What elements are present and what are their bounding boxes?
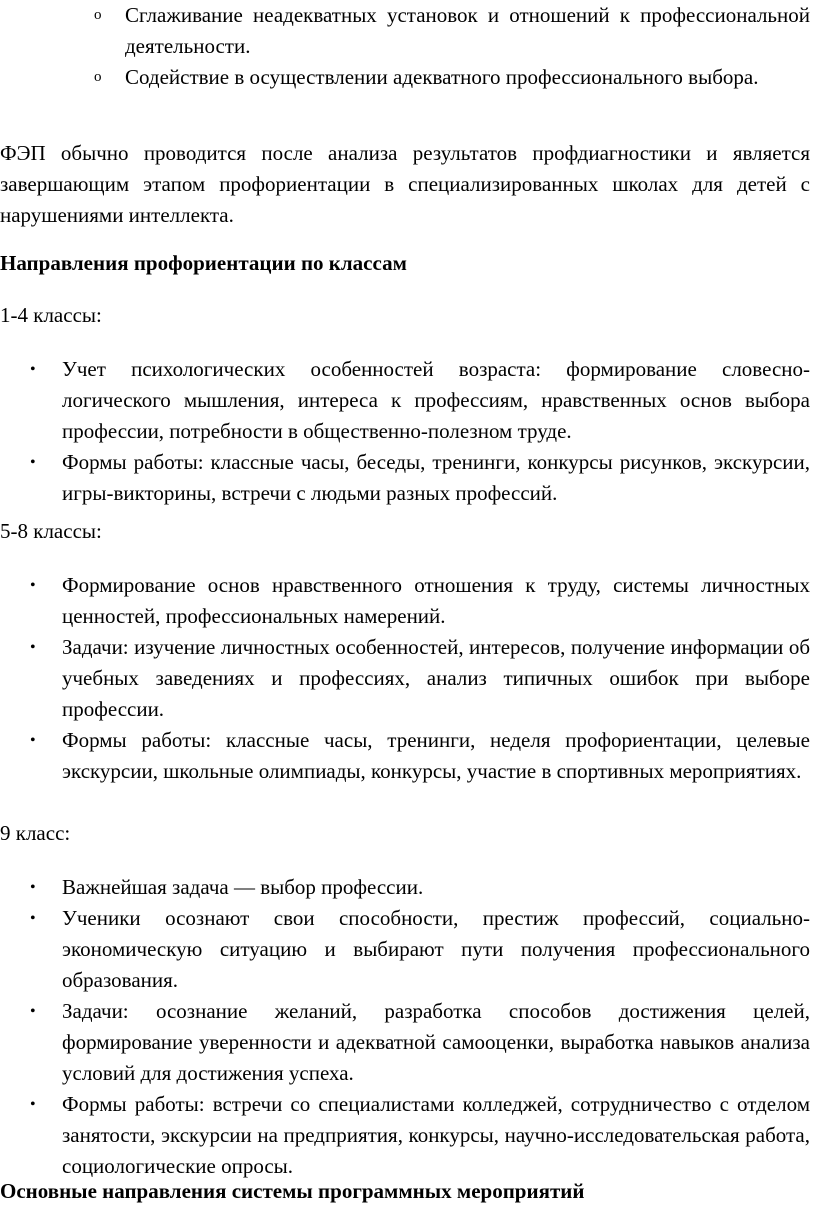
bullet-icon: • xyxy=(30,639,36,656)
sub-list xyxy=(0,0,816,93)
list-item: o Содействие в осуществлении адекватного профессионального выбора. xyxy=(0,62,816,93)
intro-paragraph: ФЭП обычно проводится после анализа результатов профдиагностики и является завершающим этапом профориентации в специализированных школах для детей с нарушениями интеллекта. xyxy=(0,141,810,227)
list-item: • Задачи: осознание желаний, разработка способов достижения целей, формирование уверенности и адекватной самооценки, выработка навыков анализа условий для достижения успеха. xyxy=(0,996,816,1089)
grade-label: 9 класс: xyxy=(0,821,71,845)
grade-label: 5-8 классы: xyxy=(0,519,102,543)
circle-bullet-icon: o xyxy=(94,69,102,85)
list-item: • Учет психологических особенностей возраста: формирование словесно-логического мышления, интереса к профессиям, нравственных основ выбора профессии, потребности в общественно-полезном труде. xyxy=(0,354,816,447)
bullet-list xyxy=(0,570,816,787)
section-heading: Направления профориентации по классам xyxy=(0,251,407,275)
bullet-icon: • xyxy=(30,879,36,896)
circle-bullet-icon: o xyxy=(94,7,102,23)
list-item: o Сглаживание неадекватных установок и отношений к профессиональной деятельности. xyxy=(0,0,816,62)
bullet-list xyxy=(0,872,816,1182)
list-item: • Формы работы: встречи со специалистами колледжей, сотрудничество с отделом занятости, экскурсии на предприятия, конкурсы, научно-исследовательская работа, социологические опросы. xyxy=(0,1089,816,1182)
bullet-icon: • xyxy=(30,1003,36,1020)
bullet-icon: • xyxy=(30,361,36,378)
list-item: • Задачи: изучение личностных особенностей, интересов, получение информации об учебных заведениях и профессиях, анализ типичных ошибок при выборе профессии. xyxy=(0,632,816,725)
bullet-icon: • xyxy=(30,910,36,927)
section-heading: Основные направления системы программных мероприятий xyxy=(0,1179,585,1203)
list-item: • Формирование основ нравственного отношения к труду, системы личностных ценностей, профессиональных намерений. xyxy=(0,570,816,632)
bullet-list xyxy=(0,354,816,509)
bullet-icon: • xyxy=(30,577,36,594)
list-item: • Важнейшая задача — выбор профессии. xyxy=(0,872,816,903)
list-item: • Формы работы: классные часы, тренинги, неделя профориентации, целевые экскурсии, школьные олимпиады, конкурсы, участие в спортивных мероприятиях. xyxy=(0,725,816,787)
list-item: • Ученики осознают свои способности, престиж профессий, социально-экономическую ситуацию и выбирают пути получения профессионального образования. xyxy=(0,903,816,996)
list-item: • Формы работы: классные часы, беседы, тренинги, конкурсы рисунков, экскурсии, игры-викторины, встречи с людьми разных профессий. xyxy=(0,447,816,509)
bullet-icon: • xyxy=(30,454,36,471)
grade-label: 1-4 классы: xyxy=(0,303,102,327)
bullet-icon: • xyxy=(30,732,36,749)
bullet-icon: • xyxy=(30,1096,36,1113)
